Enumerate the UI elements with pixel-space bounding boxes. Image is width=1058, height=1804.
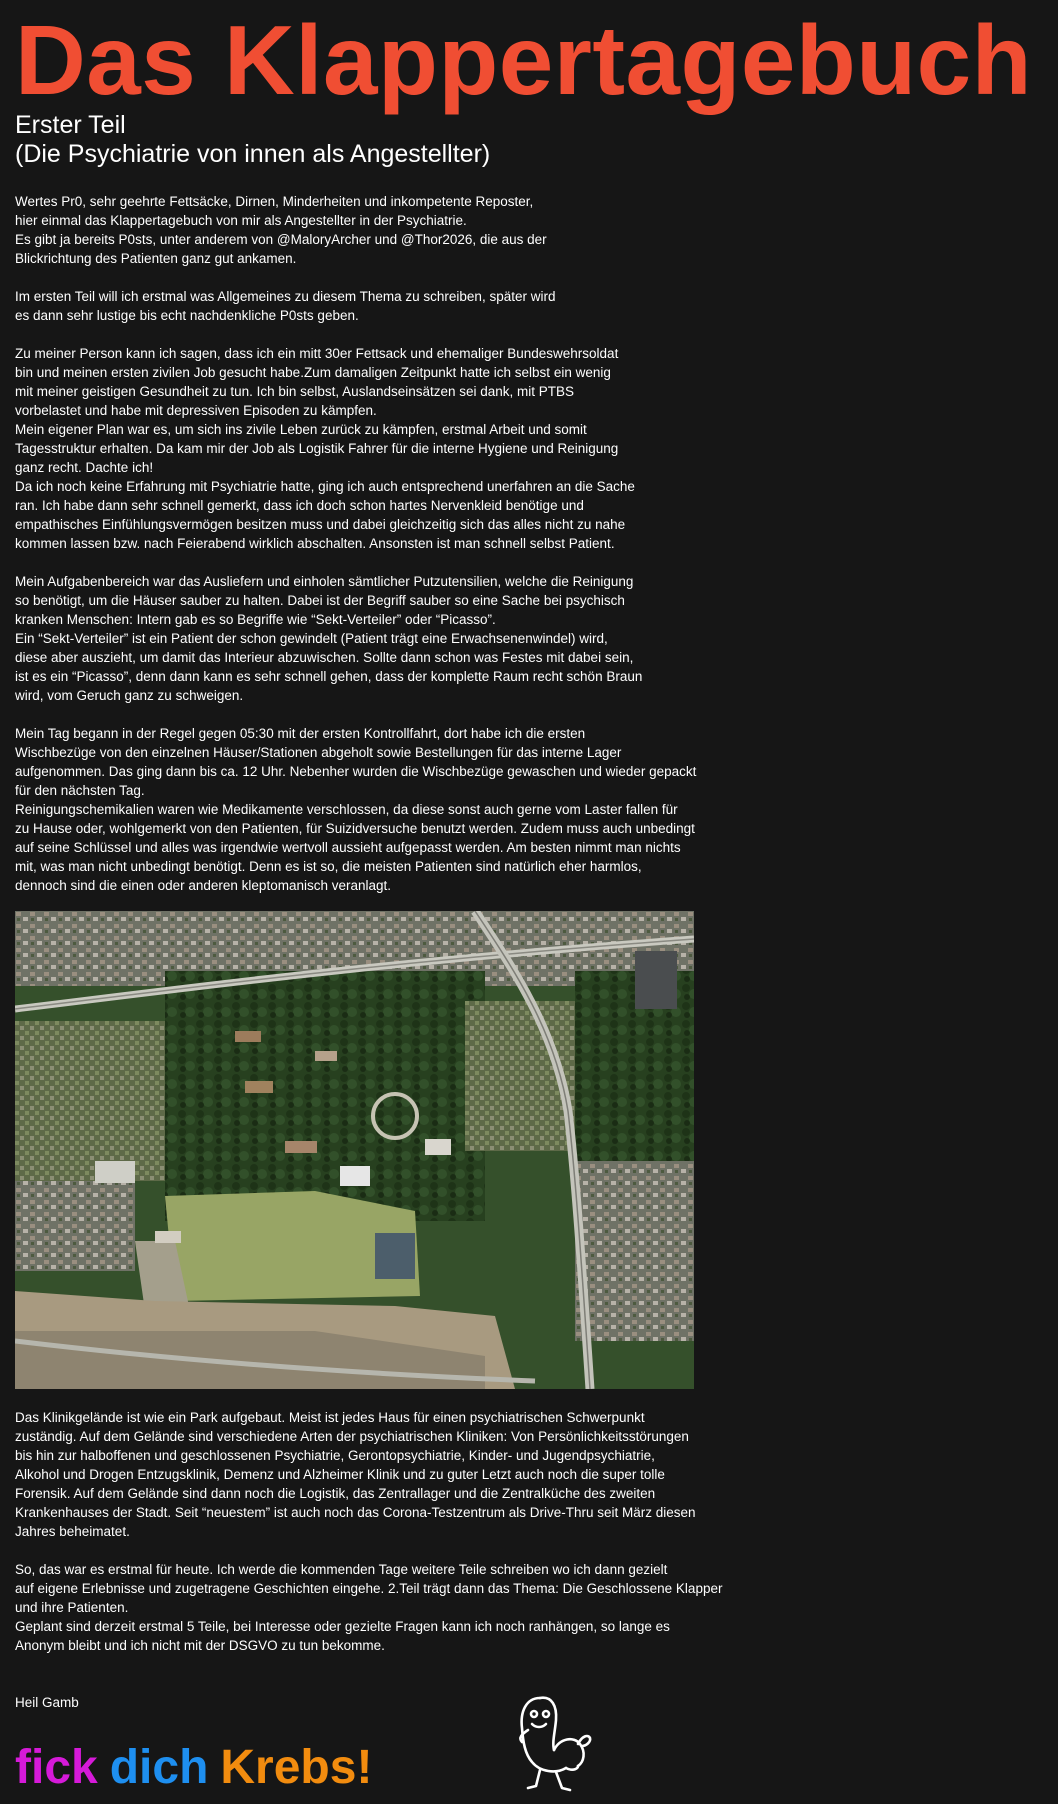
subtitle (15, 111, 490, 169)
paragraph (15, 724, 775, 895)
paragraph-line: Zu meiner Person kann ich sagen, dass ich ein mitt 30er Fettsack und ehemaliger Bundeswehrsoldat (15, 346, 619, 361)
paragraph-line: Geplant sind derzeit erstmal 5 Teile, bei Interesse oder gezielte Fragen kann ich noch ranhängen, so lange es (15, 1619, 670, 1634)
paragraph-line: Forensik. Auf dem Gelände sind dann noch die Logistik, das Zentrallager und die Zentralküche des zweiten (15, 1486, 656, 1501)
paragraph-line: bis hin zur halboffenen und geschlossenen Psychiatrie, Gerontopsychiatrie, Kinder- und Jugendpsychiatrie, (15, 1448, 655, 1463)
footer-slogan (15, 1737, 384, 1799)
article-body-top (15, 192, 775, 914)
paragraph-line: Wertes Pr0, sehr geehrte Fettsäcke, Dirnen, Minderheiten und inkompetente Reposter, (15, 194, 534, 209)
paragraph-line: Da ich noch keine Erfahrung mit Psychiatrie hatte, ging ich auch entsprechend unerfahren an die Sache (15, 479, 635, 494)
paragraph-line: Blickrichtung des Patienten ganz gut ankamen. (15, 251, 297, 266)
paragraph-line: Krankenhauses der Stadt. Seit “neuestem” ist auch noch das Corona-Testzentrum als Drive-Thru seit März diesen (15, 1505, 696, 1520)
paragraph (15, 1408, 795, 1541)
paragraph-line: mit meiner geistigen Gesundheit zu tun. Ich bin selbst, Auslandseinsätzen sei dank, mit PTBS (15, 384, 575, 399)
paragraph-line: so benötigt, um die Häuser sauber zu halten. Dabei ist der Begriff sauber so eine Sache bei psychisch (15, 593, 625, 608)
paragraph-line: mit, was man nicht unbedingt benötigt. Denn es ist so, die meisten Patienten sind natürlich eher harmlos, (15, 859, 642, 874)
paragraph (15, 287, 775, 325)
paragraph-line: Tagesstruktur erhalten. Da kam mir der Job als Logistik Fahrer für die interne Hygiene und Reinigung (15, 441, 619, 456)
subtitle-line-1: Erster Teil (15, 111, 126, 139)
aerial-photo (15, 911, 694, 1389)
paragraph-line: diese aber auszieht, um damit das Interieur abzuwischen. Sollte dann schon was Festes mit dabei sein, (15, 650, 634, 665)
paragraph (15, 1560, 795, 1655)
paragraph-line: und ihre Patienten. (15, 1600, 129, 1615)
paragraph-line: Ein “Sekt-Verteiler” ist ein Patient der schon gewindelt (Patient trägt eine Erwachsenenwindel) wird, (15, 631, 608, 646)
paragraph-line: bin und meinen ersten zivilen Job gesucht habe.Zum damaligen Zeitpunkt hatte ich selbst ein wenig (15, 365, 611, 380)
paragraph-line: kommen lassen bzw. nach Feierabend wirklich abschalten. Ansonsten ist man schnell selbst Patient. (15, 536, 615, 551)
paragraph-line: Mein Tag begann in der Regel gegen 05:30 mit der ersten Kontrollfahrt, dort habe ich die ersten (15, 726, 586, 741)
subtitle-line-2: (Die Psychiatrie von innen als Angestellter) (15, 140, 491, 168)
paragraph-line: ran. Ich habe dann sehr schnell gemerkt, dass ich doch schon hartes Nervenkleid benötige und (15, 498, 584, 513)
paragraph (15, 344, 775, 553)
paragraph-line: kranken Menschen: Intern gab es so Begriffe wie “Sekt-Verteiler” oder “Picasso”. (15, 612, 496, 627)
paragraph-line: Wischbezüge von den einzelnen Häuser/Stationen abgeholt sowie Bestellungen für das interne Lager (15, 745, 622, 760)
paragraph (15, 192, 775, 268)
paragraph-line: aufgenommen. Das ging dann bis ca. 12 Uhr. Nebenher wurden die Wischbezüge gewaschen und wieder gepackt (15, 764, 697, 779)
paragraph-line: wird, vom Geruch ganz zu schweigen. (15, 688, 244, 703)
paragraph-line: empathisches Einfühlungsvermögen besitzen muss und dabei gleichzeitig sich das alles nicht zu nahe (15, 517, 626, 532)
paragraph-line: auf eigene Erlebnisse und zugetragene Geschichten eingehe. 2.Teil trägt dann das Thema: Die Geschlossene Klapper (15, 1581, 723, 1596)
paragraph-line: auf seine Schlüssel und alles was irgendwie wertvoll aussieht aufgepasst werden. Am besten nimmt man nichts (15, 840, 681, 855)
footer-word-3: Krebs! (220, 1741, 373, 1794)
paragraph-line: Anonym bleibt und ich nicht mit der DSGVO zu tun bekomme. (15, 1638, 385, 1653)
footer-word-1: fick (15, 1741, 98, 1794)
paragraph-line: ganz recht. Dachte ich! (15, 460, 154, 475)
paragraph-line: vorbelastet und habe mit depressiven Episoden zu kämpfen. (15, 403, 377, 418)
paragraph-line: Das Klinikgelände ist wie ein Park aufgebaut. Meist ist jedes Haus für einen psychiatrischen Schwerpunkt (15, 1410, 645, 1425)
paragraph-line: Im ersten Teil will ich erstmal was Allgemeines zu diesem Thema zu schreiben, später wird (15, 289, 556, 304)
mascot-icon (510, 1690, 595, 1798)
paragraph-line: zu Hause oder, wohlgemerkt von den Patienten, für Suizidversuche benutzt werden. Zudem muss auch unbedingt (15, 821, 695, 836)
paragraph-line: zuständig. Auf dem Gelände sind verschiedene Arten der psychiatrischen Kliniken: Von Persönlichkeitsstörungen (15, 1429, 689, 1444)
article-body-bottom (15, 1408, 795, 1674)
page-title: Das Klappertagebuch (15, 5, 1032, 115)
paragraph-line: Jahres beheimatet. (15, 1524, 130, 1539)
paragraph-line: hier einmal das Klappertagebuch von mir als Angestellter in der Psychiatrie. (15, 213, 467, 228)
paragraph-line: ist es ein “Picasso”, denn dann kann es sehr schnell gehen, dass der komplette Raum recht schön Braun (15, 669, 643, 684)
signature: Heil Gamb (15, 1695, 79, 1710)
paragraph-line: es dann sehr lustige bis echt nachdenkliche P0sts geben. (15, 308, 359, 323)
paragraph-line: Reinigungschemikalien waren wie Medikamente verschlossen, da diese sonst auch gerne vom Laster fallen für (15, 802, 678, 817)
paragraph-line: Mein Aufgabenbereich war das Ausliefern und einholen sämtlicher Putzutensilien, welche die Reinigung (15, 574, 634, 589)
paragraph-line: Mein eigener Plan war es, um sich ins zivile Leben zurück zu kämpfen, erstmal Arbeit und somit (15, 422, 587, 437)
paragraph-line: Alkohol und Drogen Entzugsklinik, Demenz und Alzheimer Klinik und zu guter Letzt auch noch die super tolle (15, 1467, 665, 1482)
paragraph-line: dennoch sind die einen oder anderen kleptomanisch veranlagt. (15, 878, 392, 893)
paragraph-line: Es gibt ja bereits P0sts, unter anderem von @MaloryArcher und @Thor2026, die aus der (15, 232, 547, 247)
paragraph-line: So, das war es erstmal für heute. Ich werde die kommenden Tage weitere Teile schreiben wo ich dann gezielt (15, 1562, 668, 1577)
paragraph-line: für den nächsten Tag. (15, 783, 145, 798)
paragraph (15, 572, 775, 705)
footer-word-2: dich (109, 1741, 209, 1794)
